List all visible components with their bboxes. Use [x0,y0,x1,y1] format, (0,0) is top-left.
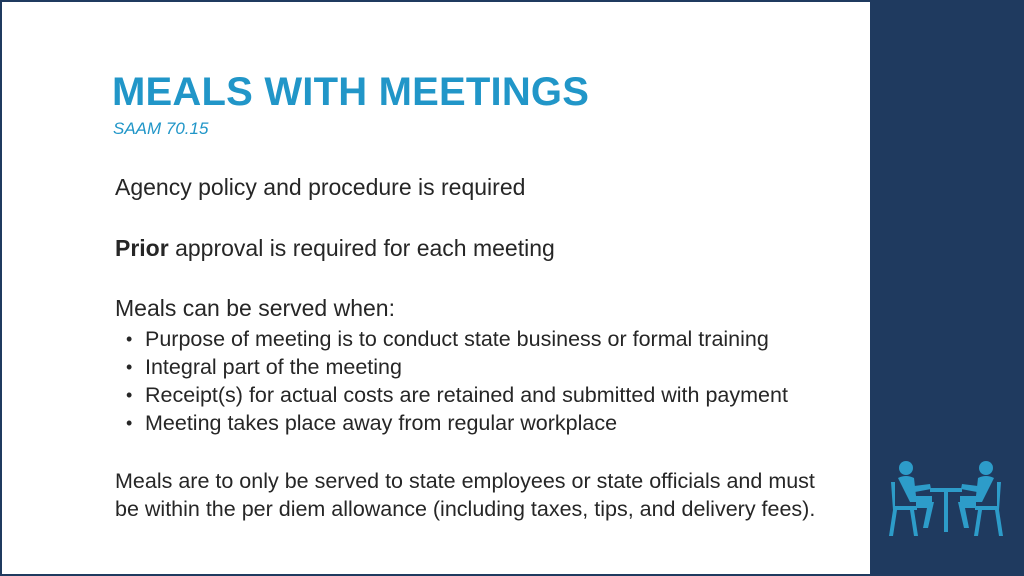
bullet-icon: • [126,357,133,377]
list-item [115,409,855,437]
prior-bold-text: Prior [115,235,169,261]
list-item [115,381,855,409]
list-item [115,325,855,353]
list-item-text: Meeting takes place away from regular workplace [145,411,618,435]
list-item-text: Purpose of meeting is to conduct state business or formal training [145,327,769,351]
bullet-icon: • [126,413,133,433]
policy-paragraph: Agency policy and procedure is required [115,174,526,200]
list-item [115,353,855,381]
slide-subtitle: SAAM 70.15 [113,119,209,138]
slide-title: MEALS WITH MEETINGS [112,70,590,114]
conditions-heading: Meals can be served when: [115,295,395,321]
slide-body [115,172,855,523]
bullet-icon: • [126,329,133,349]
approval-paragraph [115,233,855,263]
approval-text: approval is required for each meeting [168,235,555,261]
slide-content-area [2,2,870,574]
closing-paragraph: Meals are to only be served to state employees or state officials and must be within the per diem allowance (including taxes, tips, and delivery fees). [115,469,816,521]
bullet-icon: • [126,385,133,405]
meeting-people-icon [886,458,1006,538]
conditions-list [115,325,855,437]
list-item-text: Integral part of the meeting [145,355,402,379]
list-item-text: Receipt(s) for actual costs are retained and submitted with payment [145,383,788,407]
